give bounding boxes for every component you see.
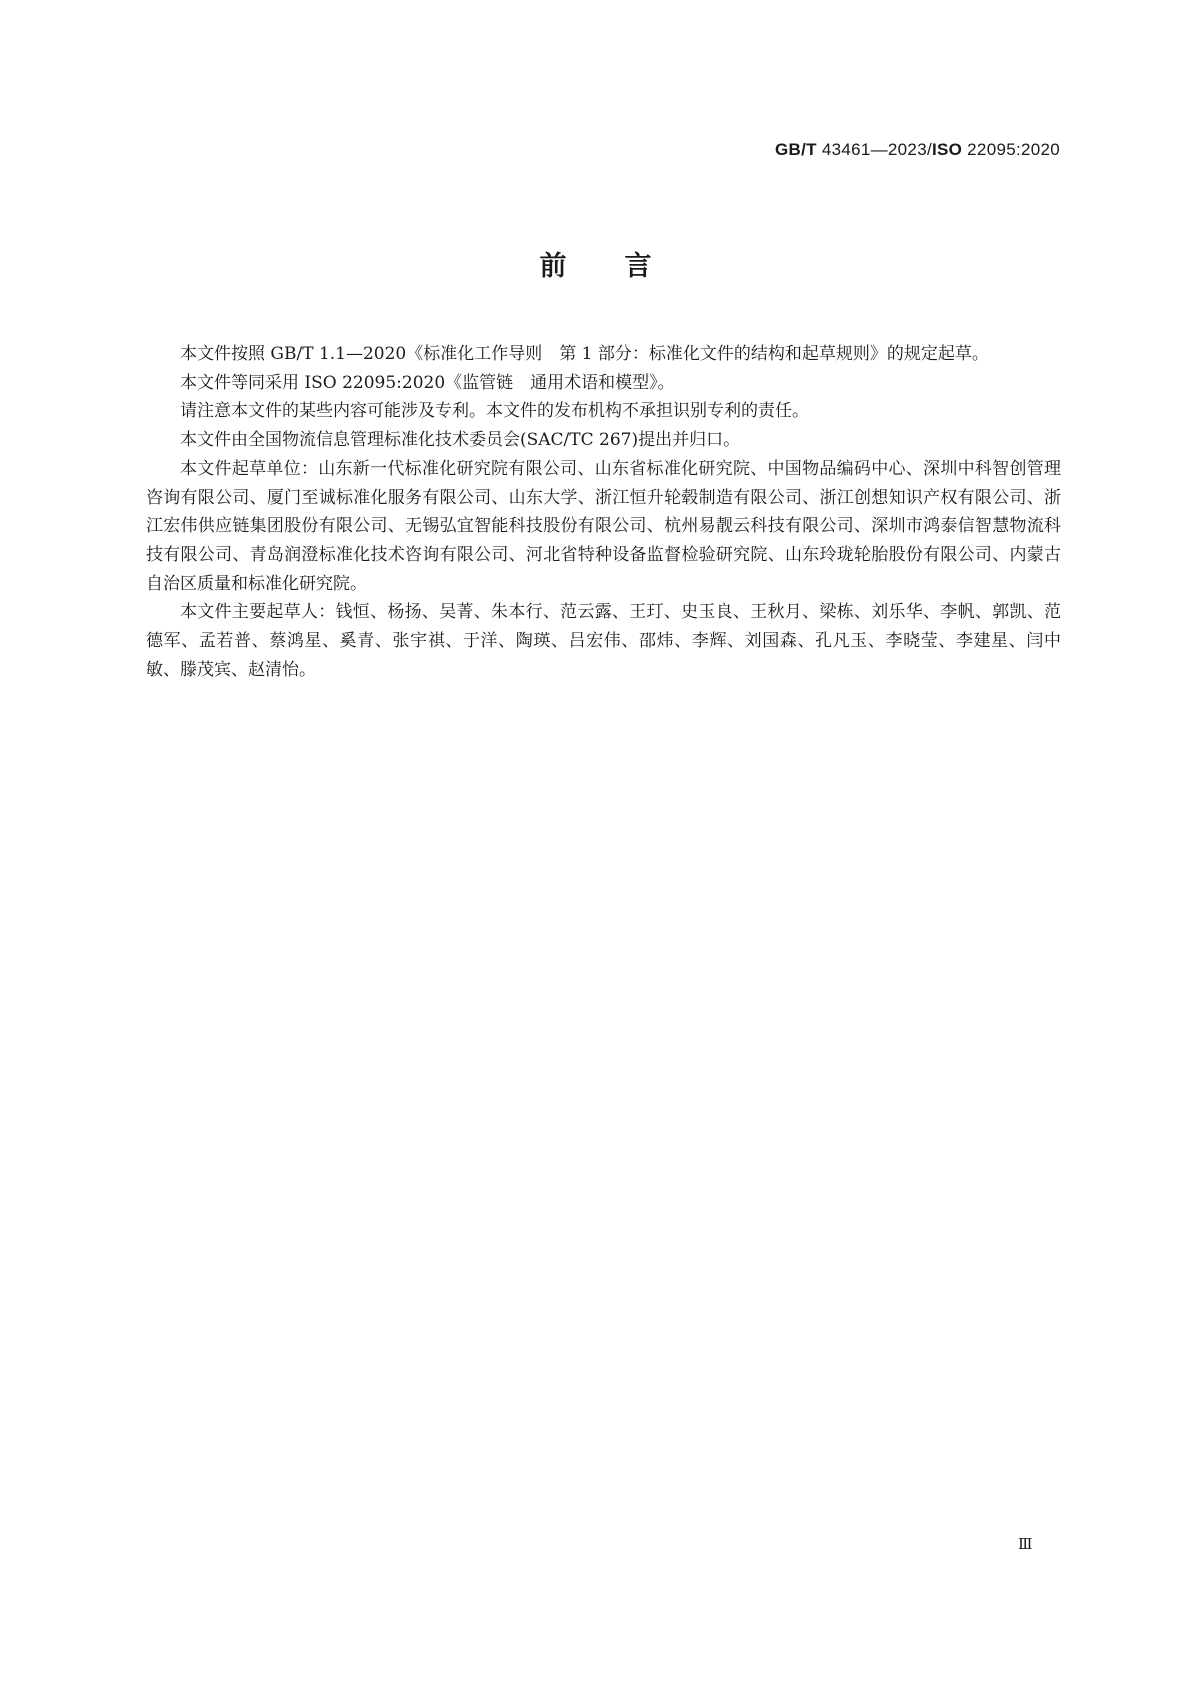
iso-number: 22095:2020 xyxy=(962,140,1060,159)
page-number: Ⅲ xyxy=(1018,1535,1033,1553)
paragraph-drafting-units: 本文件起草单位：山东新一代标准化研究院有限公司、山东省标准化研究院、中国物品编码中心、深圳中科智创管理咨询有限公司、厦门至诚标准化服务有限公司、山东大学、浙江恒升轮毂制造有限公司、浙江创想知识产权有限公司、浙江宏伟供应链集团股份有限公司、无锡弘宜智能科技股份有限公司、杭州易靓云科技有限公司、深圳市鸿泰信智慧物流科技有限公司、青岛润澄标准化技术咨询有限公司、河北省特种设备监督检验研究院、山东玲珑轮胎股份有限公司、内蒙古自治区质量和标准化研究院。 xyxy=(146,458,1061,594)
paragraph-iso-adoption: 本文件等同采用 ISO 22095:2020《监管链 通用术语和模型》。 xyxy=(180,372,675,393)
paragraph-drafting-rules: 本文件按照 GB/T 1.1—2020《标准化工作导则 第 1 部分：标准化文件的结构和起草规则》的规定起草。 xyxy=(180,344,989,364)
foreword-body xyxy=(146,340,1061,684)
paragraph-drafters: 本文件主要起草人：钱恒、杨扬、吴菁、朱本行、范云露、王玎、史玉良、王秋月、梁栋、刘乐华、李帆、郭凯、范德军、孟若普、蔡鸿星、奚青、张宇祺、于洋、陶瑛、吕宏伟、邵炜、李辉、刘国森、孔凡玉、李晓莹、李建星、闫中敏、滕茂宾、赵清怡。 xyxy=(146,602,1061,680)
paragraph-committee: 本文件由全国物流信息管理标准化技术委员会(SAC/TC 267)提出并归口。 xyxy=(180,430,741,451)
paragraph-patent-notice: 请注意本文件的某些内容可能涉及专利。本文件的发布机构不承担识别专利的责任。 xyxy=(180,401,809,422)
page-title: 前言 xyxy=(539,251,710,282)
standard-prefix: GB/T xyxy=(775,140,817,159)
standard-number: 43461—2023/ xyxy=(816,140,932,159)
iso-prefix: ISO xyxy=(931,140,963,159)
standard-code xyxy=(775,140,1060,160)
